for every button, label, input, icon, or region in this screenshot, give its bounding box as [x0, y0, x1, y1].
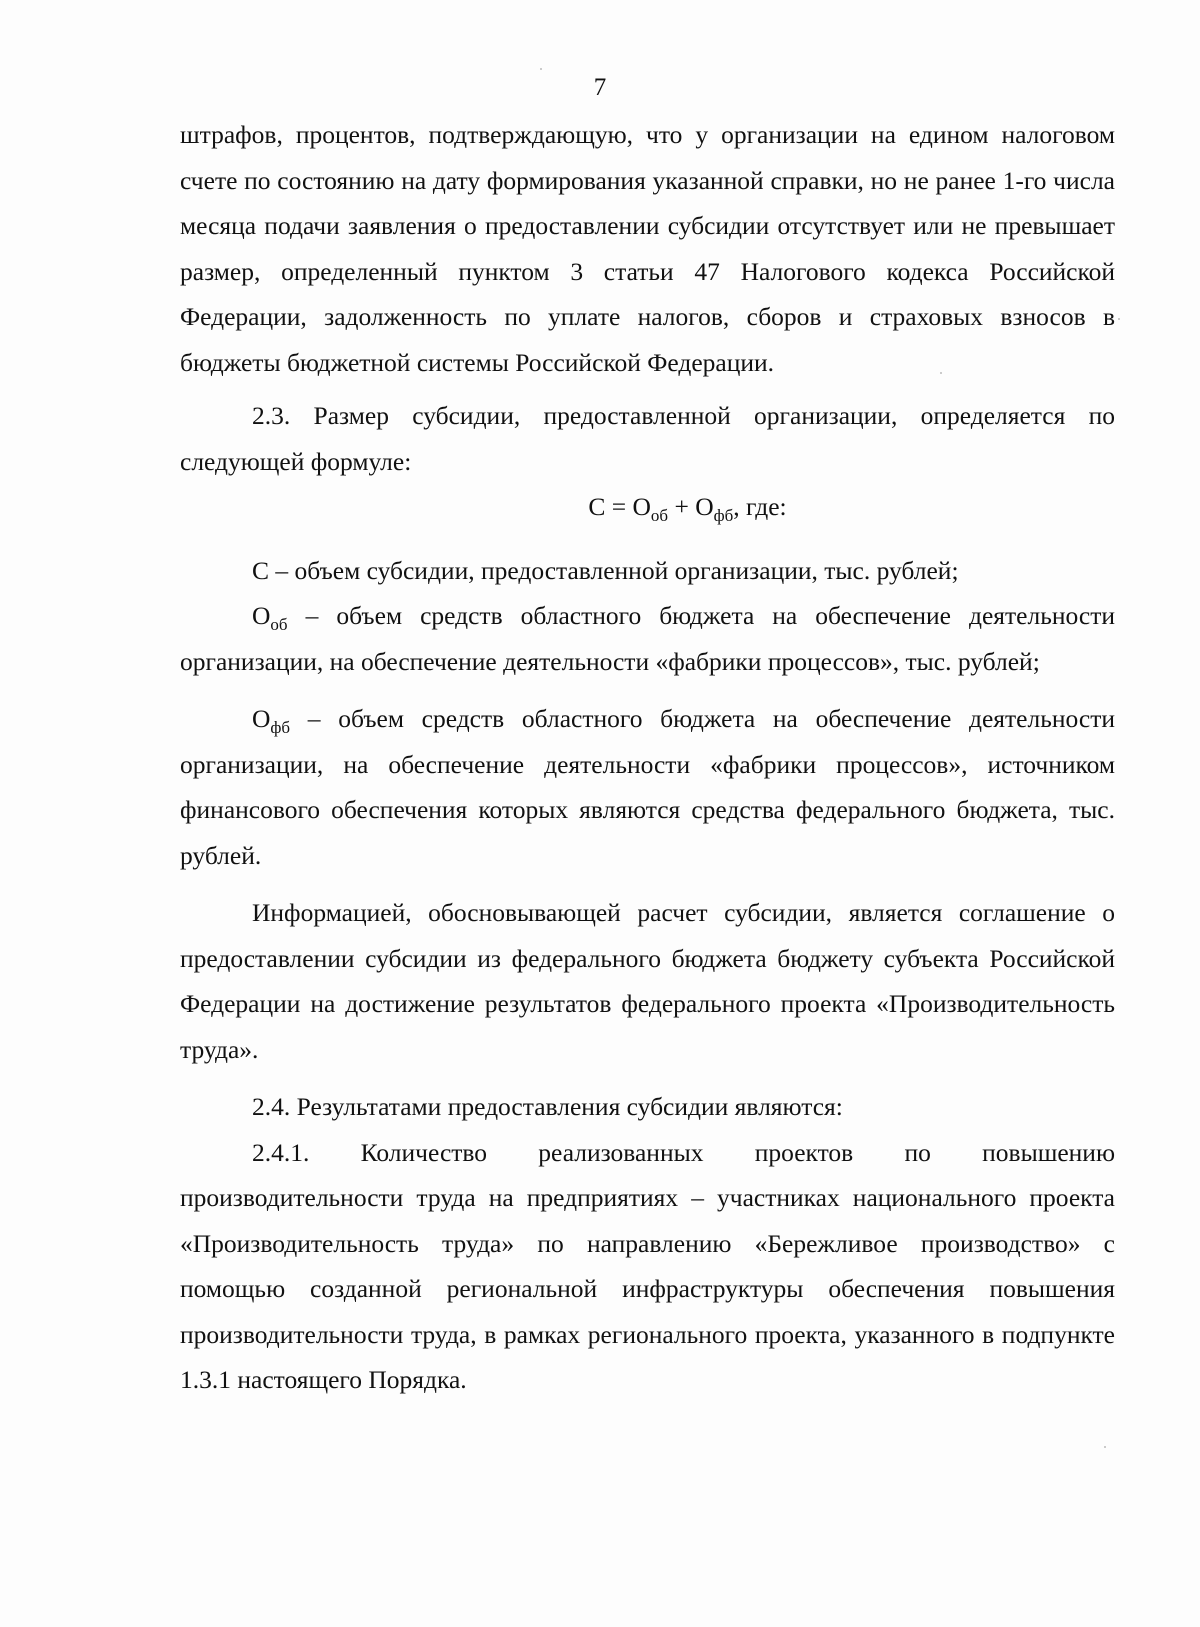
- symbol-sub-ob: об: [270, 615, 288, 634]
- definition-o-ob: [180, 593, 1115, 684]
- symbol-o: О: [252, 704, 271, 733]
- symbol-sub-fb: фб: [270, 718, 291, 737]
- formula-tail: , где:: [733, 492, 787, 521]
- paragraph-continuation: штрафов, процентов, подтверждающую, что у организации на едином налоговом счете по состоянию на дату формирования указанной справки, но не ранее 1-го числа месяца подачи заявления о предоставлении субсидии отсутствует или не превышает размер, определенный пунктом 3 статьи 47 Налогового кодекса Российской Федерации, задолженность по уплате налогов, сборов и страховых взносов в бюджеты бюджетной системы Российской Федерации.: [180, 120, 1115, 377]
- symbol-o: О: [252, 601, 271, 630]
- paragraph-2-4-1: 2.4.1. Количество реализованных проектов по повышению производительности труда на предприятиях – участниках национального проекта «Производительность труда» по направлению «Бережливое производство» с помощью созданной региональной инфраструктуры обеспечения повышения производительности труда, в рамках регионального проекта, указанного в подпункте 1.3.1 настоящего Порядка.: [180, 1137, 1115, 1394]
- definition-o-fb: [180, 696, 1115, 878]
- scan-speck: [540, 68, 542, 70]
- paragraph-2-4: 2.4. Результатами предоставления субсидии являются:: [252, 1092, 843, 1121]
- definition-o-ob-text: – объем средств областного бюджета на обеспечение деятельности организации, на обеспечение деятельности «фабрики процессов», тыс. рублей;: [180, 601, 1115, 676]
- definition-c: С – объем субсидии, предоставленной организации, тыс. рублей;: [252, 555, 959, 585]
- scan-speck: [1118, 318, 1120, 320]
- formula-mid: + О: [668, 492, 714, 521]
- formula-sub-fb: фб: [713, 506, 734, 525]
- scan-speck: [1104, 1446, 1106, 1448]
- paragraph-information: Информацией, обосновывающей расчет субсидии, является соглашение о предоставлении субсидии из федерального бюджета бюджету субъекта Российской Федерации на достижение результатов федерального проекта «Производительность труда».: [180, 898, 1115, 1064]
- scan-speck: [940, 372, 942, 374]
- document-body: [180, 112, 1115, 1403]
- paragraph-2-3: 2.3. Размер субсидии, предоставленной организации, определяется по следующей формуле:: [180, 401, 1115, 476]
- formula: [180, 484, 1115, 530]
- page-number: 7: [593, 74, 607, 101]
- formula-lhs: С = О: [588, 492, 651, 521]
- formula-sub-ob: об: [650, 506, 669, 525]
- definition-o-fb-text: – объем средств областного бюджета на обеспечение деятельности организации, на обеспечение деятельности «фабрики процессов», источником финансового обеспечения которых являются средства федерального бюджета, тыс. рублей.: [180, 704, 1115, 870]
